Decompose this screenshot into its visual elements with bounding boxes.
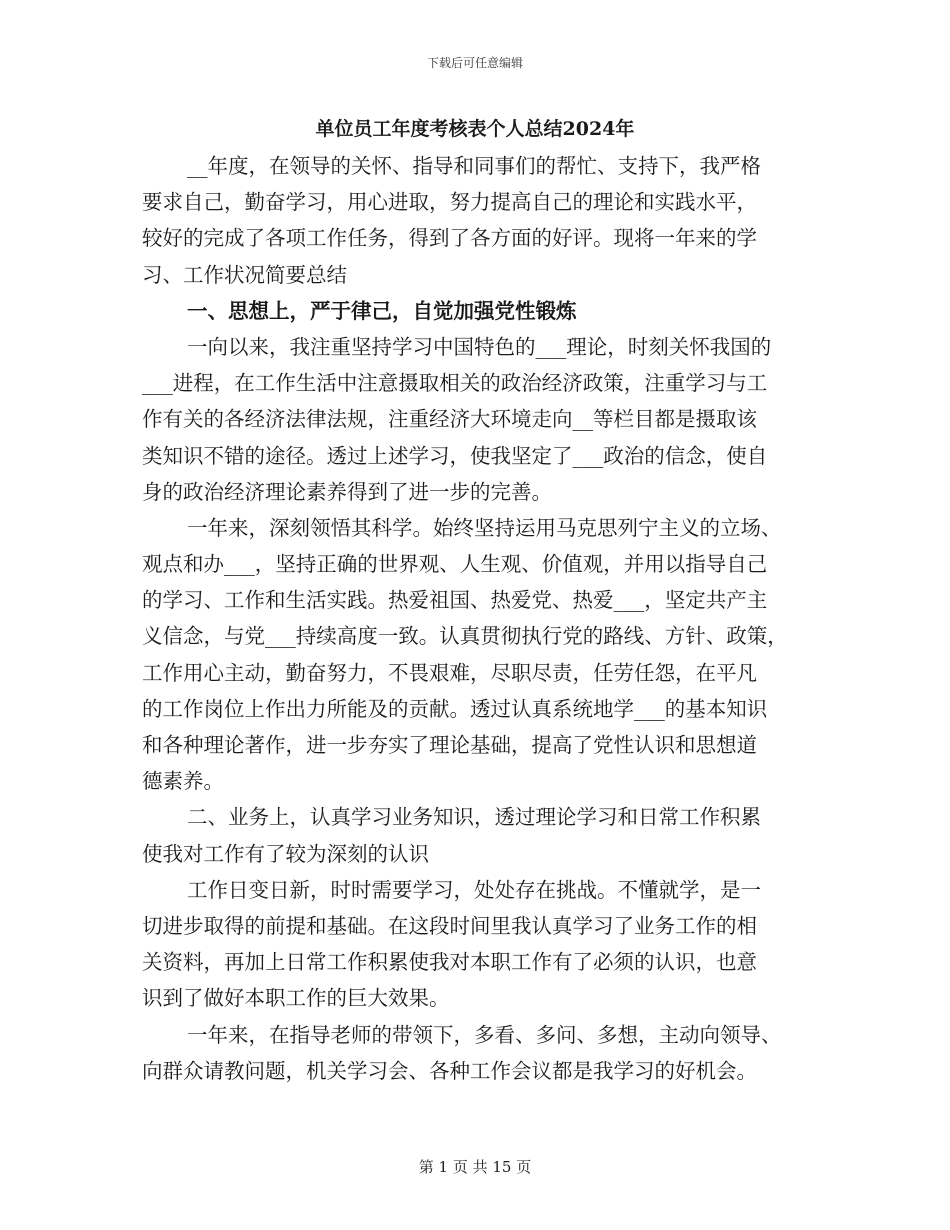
body-text-line: 一向以来，我注重坚持学习中国特色的___理论，时刻关怀我国的 [187, 334, 772, 359]
document-title: 单位员工年度考核表个人总结2024年 [315, 118, 635, 140]
header-note: 下载后可任意编辑 [426, 56, 523, 70]
body-text-line: 义信念，与党___持续高度一致。认真贯彻执行党的路线、方针、政策， [142, 624, 788, 649]
body-text-line: 向群众请教问题，机关学习会、各种工作会议都是我学习的好机会。 [142, 1058, 757, 1083]
body-text-line: 的工作岗位上作出力所能及的贡献。透过认真系统地学___的基本知识 [142, 696, 768, 721]
body-text-line: 和各种理论著作，进一步夯实了理论基础，提高了党性认识和思想道 [142, 733, 757, 757]
body-text-line: 类知识不错的途径。透过上述学习，使我坚定了___政治的信念，使自 [142, 443, 768, 468]
body-text-line: 工作用心主动，勤奋努力，不畏艰难，尽职尽责，任劳任怨，在平凡 [142, 660, 757, 685]
body-text-line: 二、业务上，认真学习业务知识，透过理论学习和日常工作积累 [187, 805, 761, 830]
body-text-line: 切进步取得的前提和基础。在这段时间里我认真学习了业务工作的相 [142, 913, 757, 938]
section-heading: 一、思想上，严于律己，自觉加强党性锻炼 [187, 298, 577, 323]
body-text-line: 作有关的各经济法律法规，注重经济大环境走向__等栏目都是摄取该 [142, 407, 757, 432]
body-text-line: 工作日变日新，时时需要学习，处处存在挑战。不懂就学，是一 [187, 877, 761, 902]
body-text-line: 观点和办___，坚持正确的世界观、人生观、价值观，并用以指导自己 [142, 552, 768, 577]
body-text-line: 身的政治经济理论素养得到了进一步的完善。 [142, 479, 552, 504]
document-body [142, 148, 818, 1089]
body-text-line: 使我对工作有了较为深刻的认识 [142, 841, 429, 866]
page-number: 第 1 页 共 15 页 [418, 1158, 532, 1176]
body-text-line: 关资料，再加上日常工作积累使我对本职工作有了必须的认识，也意 [142, 950, 757, 975]
body-text-line: 识到了做好本职工作的巨大效果。 [142, 986, 450, 1011]
body-text-line: 习、工作状况简要总结 [142, 262, 347, 287]
body-text-line: 一年来，在指导老师的带领下，多看、多问、多想，主动向领导、 [187, 1022, 782, 1047]
body-text-line: 德素养。 [142, 769, 224, 794]
body-text-line: 较好的完成了各项工作任务，得到了各方面的好评。现将一年来的学 [142, 226, 757, 251]
body-text-line: ___进程，在工作生活中注意摄取相关的政治经济政策，注重学习与工 [142, 371, 768, 396]
body-text-line: 要求自己，勤奋学习，用心进取，努力提高自己的理论和实践水平， [142, 190, 757, 215]
body-text-line: __年度，在领导的关怀、指导和同事们的帮忙、支持下，我严格 [187, 154, 761, 178]
body-text-line: 的学习、工作和生活实践。热爱祖国、热爱党、热爱___，坚定共产主 [142, 588, 768, 613]
body-text-line: 一年来，深刻领悟其科学。始终坚持运用马克思列宁主义的立场、 [187, 515, 782, 540]
